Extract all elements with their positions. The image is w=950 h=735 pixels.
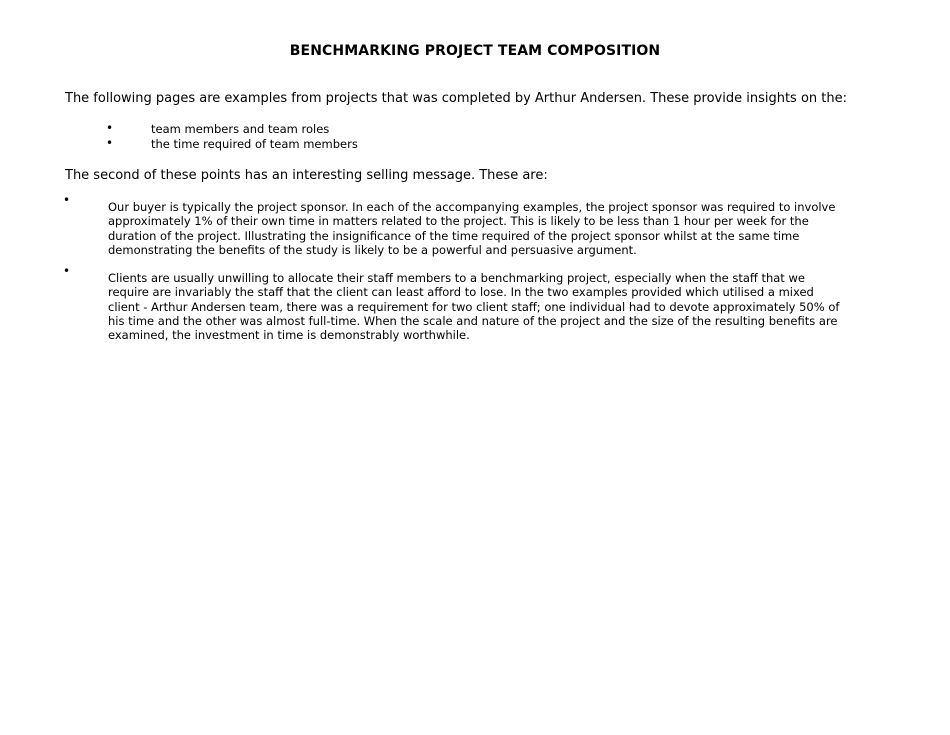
text-line: Clients are usually unwilling to allocate their staff members to a benchmarking project, especially when the staff that we [108,271,805,285]
text-line: demonstrating the benefits of the study is likely to be a powerful and persuasive argument. [108,242,637,257]
text-line: Our buyer is typically the project sponsor. In each of the accompanying examples, the project sponsor was required to involve [108,200,836,214]
page-title: BENCHMARKING PROJECT TEAM COMPOSITION [289,43,661,59]
text-line: approximately 1% of their own time in matters related to the project. This is likely to be less than 1 hour per week for the [108,214,809,229]
intro-paragraph: The following pages are examples from projects that was completed by Arthur Andersen. These provide insights on the: [65,91,847,106]
list-item [0,122,950,137]
text-line: duration of the project. Illustrating the insignificance of the time required of the project sponsor whilst at the same time [108,228,800,243]
list-item [0,137,950,152]
insights-list [0,122,950,152]
text-line: require are invariably the staff that the client can least afford to lose. In the two examples provided which utilised a mixed [108,285,814,300]
bullet-icon: • [63,264,71,278]
bullet-icon: • [63,193,71,207]
text-line: his time and the other was almost full-time. When the scale and nature of the project and the size of the resulting benefits are [108,313,838,328]
list-item-text: the time required of team members [151,137,358,151]
selling-point-text [108,200,898,257]
bullet-icon: • [106,136,114,150]
selling-point-text [108,271,898,342]
bullet-icon: • [106,121,114,135]
selling-message-intro: The second of these points has an interesting selling message. These are: [65,168,548,183]
list-item-text: team members and team roles [151,122,330,136]
text-line: client - Arthur Andersen team, there was a requirement for two client staff; one individual had to devote approximately 50% of [108,299,840,314]
text-line: examined, the investment in time is demonstrably worthwhile. [108,328,470,343]
